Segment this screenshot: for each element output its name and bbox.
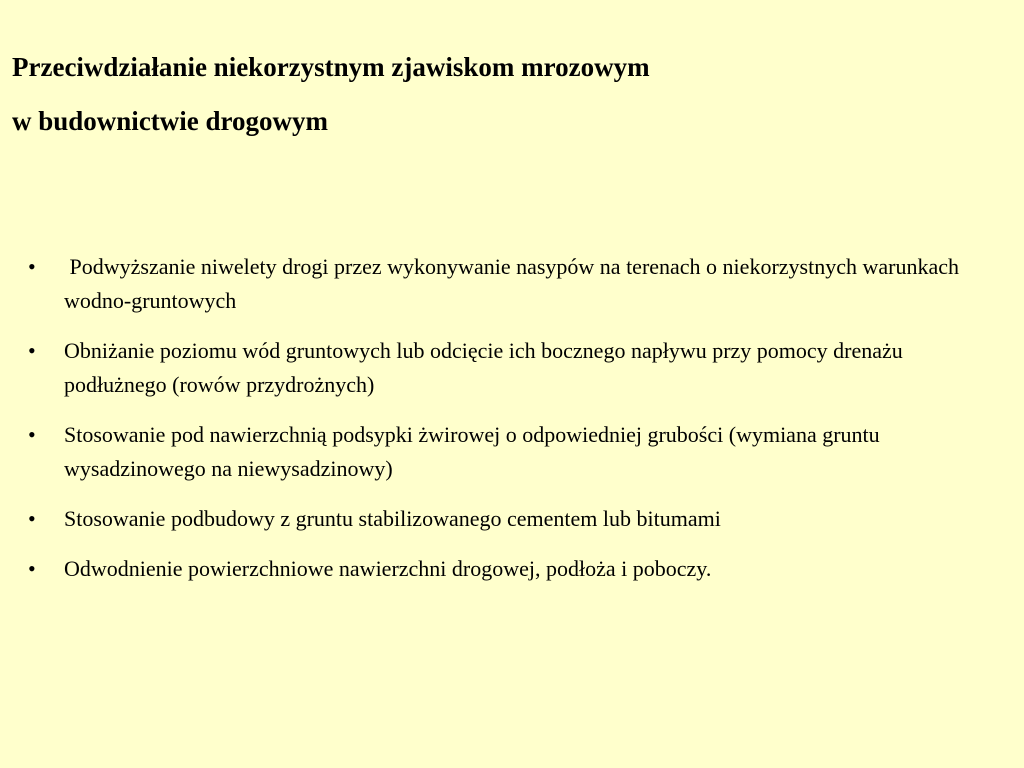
bullet-text: Odwodnienie powierzchniowe nawierzchni drogowej, podłoża i poboczy. bbox=[64, 556, 712, 581]
bullet-item-surface-drainage bbox=[28, 552, 988, 586]
bullet-icon: • bbox=[28, 338, 36, 363]
bullet-icon: • bbox=[28, 254, 36, 279]
bullet-icon: • bbox=[28, 506, 36, 531]
bullet-item-gravel-layer bbox=[28, 418, 988, 486]
bullet-item-raising-grade bbox=[28, 250, 988, 318]
bullet-text: Obniżanie poziomu wód gruntowych lub odcięcie ich bocznego napływu przy pomocy drenażu podłużnego (rowów przydrożnych) bbox=[64, 338, 903, 397]
bullet-icon: • bbox=[28, 556, 36, 581]
bullet-text: Stosowanie pod nawierzchnią podsypki żwirowej o odpowiedniej grubości (wymiana gruntu wysadzinowego na niewysadzinowy) bbox=[64, 422, 880, 481]
bullet-text: Podwyższanie niwelety drogi przez wykonywanie nasypów na terenach o niekorzystnych warunkach wodno-gruntowych bbox=[64, 254, 965, 313]
slide-title-line-2: w budownictwie drogowym bbox=[12, 106, 329, 136]
bullet-icon: • bbox=[28, 422, 36, 447]
bullet-text: Stosowanie podbudowy z gruntu stabilizowanego cementem lub bitumami bbox=[64, 506, 721, 531]
bullet-list bbox=[28, 250, 988, 602]
bullet-item-lowering-groundwater bbox=[28, 334, 988, 402]
slide-title bbox=[12, 40, 1012, 148]
slide-title-line-1: Przeciwdziałanie niekorzystnym zjawiskom mrozowym bbox=[12, 52, 650, 82]
bullet-item-stabilized-base bbox=[28, 502, 988, 536]
